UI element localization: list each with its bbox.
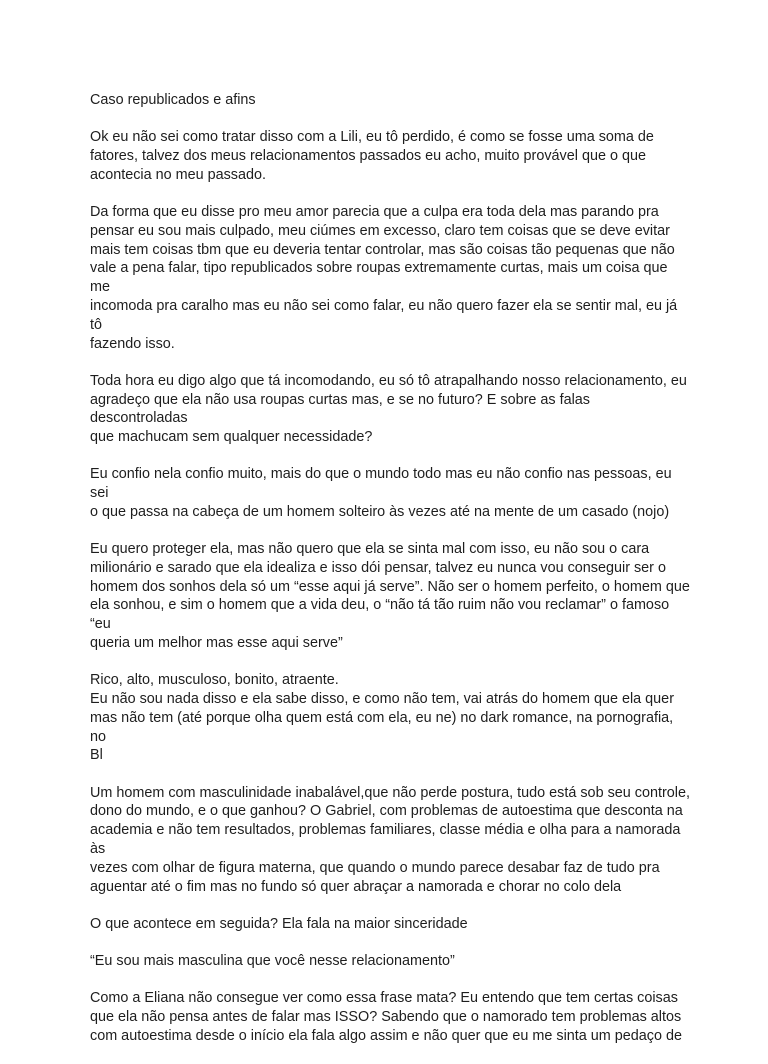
- paragraph: Rico, alto, musculoso, bonito, atraente. Eu não sou nada disso e ela sabe disso, e como não tem, vai atrás do homem que ela quer mas não tem (até porque olha quem está com ela, eu ne) no dark romance, na pornografia, no Bl: [90, 672, 674, 764]
- paragraph: Ok eu não sei como tratar disso com a Lili, eu tô perdido, é como se fosse uma soma de fatores, talvez dos meus relacionamentos passados eu acho, muito provável que o que acontecia no meu passado.: [90, 129, 654, 183]
- paragraph: Um homem com masculinidade inabalável,que não perde postura, tudo está sob seu controle, dono do mundo, e o que ganhou? O Gabriel, com problemas de autoestima que desconta na academia e não tem resultados, problemas familiares, classe média e olha para a namorada às vezes com olhar de figura materna, que quando o mundo parece desabar faz de tudo pra aguentar até o fim mas no fundo só quer abraçar a namorada e chorar no colo dela: [90, 784, 690, 895]
- paragraph: Como a Eliana não consegue ver como essa frase mata? Eu entendo que tem certas coisas que ela não pensa antes de falar mas ISSO? Sabendo que o namorado tem problemas altos com autoestima desde o início ela fala algo assim e não quer que eu me sinta um pedaço de: [90, 990, 682, 1044]
- document-body: [90, 91, 690, 1064]
- paragraph: “Eu sou mais masculina que você nesse relacionamento”: [90, 953, 455, 969]
- paragraph: Eu confio nela confio muito, mais do que o mundo todo mas eu não confio nas pessoas, eu sei o que passa na cabeça de um homem solteiro às vezes até na mente de um casado (nojo): [90, 466, 672, 520]
- paragraph: Eu quero proteger ela, mas não quero que ela se sinta mal com isso, eu não sou o cara milionário e sarado que ela idealiza e isso dói pensar, talvez eu nunca vou conseguir ser o homem dos sonhos dela só um “esse aqui já serve”. Não ser o homem perfeito, o homem que ela sonhou, e sim o homem que a vida deu, o “não tá tão ruim não vou reclamar” o famoso “eu queria um melhor mas esse aqui serve”: [90, 541, 690, 652]
- document-title: Caso republicados e afins: [90, 92, 256, 108]
- paragraph: Da forma que eu disse pro meu amor parecia que a culpa era toda dela mas parando pra pensar eu sou mais culpado, meu ciúmes em excesso, claro tem coisas que se deve evitar mais tem coisas tbm que eu deveria tentar controlar, mas são coisas tão pequenas que não vale a pena falar, tipo republicados sobre roupas extremamente curtas, mais um coisa que me incomoda pra caralho mas eu não sei como falar, eu não quero fazer ela se sentir mal, eu já tô fazendo isso.: [90, 203, 678, 352]
- paragraph: O que acontece em seguida? Ela fala na maior sinceridade: [90, 915, 468, 932]
- paragraph: Toda hora eu digo algo que tá incomodando, eu só tô atrapalhando nosso relacionamento, eu agradeço que ela não usa roupas curtas mas, e se no futuro? E sobre as falas descontroladas que machucam sem qualquer necessidade?: [90, 372, 687, 446]
